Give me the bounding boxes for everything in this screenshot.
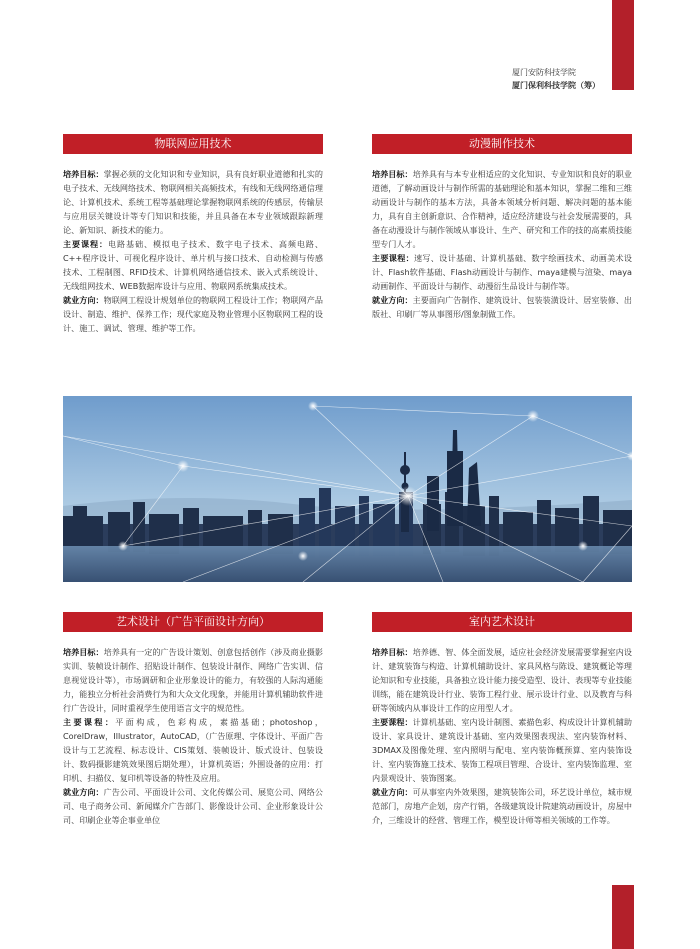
job-paragraph bbox=[63, 785, 323, 827]
job-paragraph bbox=[372, 785, 632, 827]
course-paragraph bbox=[63, 237, 323, 293]
skyline-image bbox=[63, 396, 632, 582]
section-title: 动漫制作技术 bbox=[372, 134, 632, 154]
goal-label: 培养目标： bbox=[372, 647, 413, 657]
goal-label: 培养目标： bbox=[372, 169, 413, 179]
goal-text: 培养德、智、体全面发展，适应社会经济发展需要掌握室内设计、建筑装饰与构造、计算机辅助设计、家具风格与陈设、建筑概论等理论知识和专业技能，具备独立设计能力接受造型、设计、表现等专业技能训练，能在建筑设计行业、装饰工程行业、展示设计行业、以及教育与科研等领域内从事设计工作的应用型人才。 bbox=[372, 647, 632, 713]
course-text: 计算机基础、室内设计制图、素描色彩、构成设计计算机辅助设计、家具设计、建筑设计基础、室内效果图表现法、室内装饰材料、3DMAX及图像处理、室内照明与配电、室内装饰概预算、室内装饰设计、室内装饰施工技术、装饰工程项目管理、合设计、室内装饰监理、室内景观设计、装饰图案。 bbox=[372, 717, 632, 783]
section-interior-design bbox=[372, 612, 632, 827]
goal-paragraph bbox=[372, 645, 632, 715]
course-text: 速写、设计基础、计算机基础、数字绘画技术、动画美术设计、Flash软件基础、Flash动画设计与制作、maya建模与渲染、maya动画制作、平面设计与制作、动漫衍生品设计与制作等。 bbox=[372, 253, 632, 291]
job-label: 就业方向： bbox=[63, 295, 104, 305]
school-header bbox=[512, 66, 612, 92]
course-label: 主要课程： bbox=[372, 717, 413, 727]
goal-paragraph bbox=[372, 167, 632, 251]
goal-label: 培养目标： bbox=[63, 647, 104, 657]
goal-text: 培养具有一定的广告设计策划、创意包括创作（涉及商业摄影实训、装帧设计制作、招贴设计制作、包装设计制作、网络广告实训、信息视觉设计等），市场调研和企业形象设计的能力，有较强的人际沟通能力，能独立分析社会消费行为和大众文化现象，并能用计算机辅助软件进行广告设计，同时重视学生使用语言文字的规范性。 bbox=[63, 647, 323, 713]
section-iot bbox=[63, 134, 323, 335]
goal-paragraph bbox=[63, 645, 323, 715]
city-network-photo bbox=[63, 396, 632, 582]
course-text: 平面构成，色彩构成，素描基础；photoshop，CorelDraw，Illustrator，AutoCAD，（广告原理、字体设计、平面广告设计与工艺流程、标志设计、CIS策划、装帧设计、版式设计、包装设计、数码摄影建筑效果图后期处理），计算机英语；外围设备的应用：打印机、扫描仪、复印机等设备的特性及应用。 bbox=[63, 717, 323, 783]
course-paragraph bbox=[372, 251, 632, 293]
section-body bbox=[372, 645, 632, 827]
job-text: 物联网工程设计规划单位的物联网工程设计工作；物联网产品设计、制造、维护、保养工作；现代家庭及物业管理小区物联网工程的设计、施工、调试、管理、维护等工作。 bbox=[63, 295, 323, 333]
job-paragraph bbox=[372, 293, 632, 321]
section-animation bbox=[372, 134, 632, 321]
goal-text: 掌握必须的文化知识和专业知识，具有良好职业道德和扎实的电子技术、无线网络技术、物联网相关高频技术，有线和无线网络通信理论、计算机技术、系统工程等基础理论掌握物联网系统的传感层，传输层与应用层关键设计等专门知识和技能，并且具备在本专业领域跟踪新理论、新知识、新技术的能力。 bbox=[63, 169, 323, 235]
section-art-design bbox=[63, 612, 323, 827]
job-paragraph bbox=[63, 293, 323, 335]
bottom-accent-bar bbox=[612, 885, 634, 949]
goal-label: 培养目标： bbox=[63, 169, 104, 179]
section-body bbox=[63, 167, 323, 335]
job-label: 就业方向： bbox=[372, 295, 413, 305]
course-label: 主要课程： bbox=[63, 239, 108, 249]
section-title: 艺术设计（广告平面设计方向） bbox=[63, 612, 323, 632]
course-paragraph bbox=[63, 715, 323, 785]
section-title: 物联网应用技术 bbox=[63, 134, 323, 154]
goal-paragraph bbox=[63, 167, 323, 237]
job-label: 就业方向： bbox=[63, 787, 104, 797]
job-text: 广告公司、平面设计公司、文化传媒公司、展览公司、网络公司、电子商务公司、新闻媒介广告部门、影像设计公司、企业形象设计公司、印刷企业等企事业单位 bbox=[63, 787, 323, 825]
goal-text: 培养具有与本专业相适应的文化知识、专业知识和良好的职业道德，了解动画设计与制作所需的基础理论和基本知识，掌握二维和三维动画设计与制作的基本方法，具备本领域分析问题、解决问题的基本能力，具有自主创新意识、合作精神，适应经济建设与社会发展需要的，具备在动漫设计与制作领域从事设计、生产、研究和工作的技的高素质技能型专门人才。 bbox=[372, 169, 632, 249]
job-text: 可从事室内外效果图，建筑装饰公司，环艺设计单位，城市规范部门，房地产企划，房产行销，各级建筑设计院建筑动画设计，房屋中介，三维设计的经营、管理工作，模型设计师等相关领域的工作等。 bbox=[372, 787, 632, 825]
course-label: 主要课程： bbox=[63, 717, 116, 727]
section-body bbox=[372, 167, 632, 321]
section-title: 室内艺术设计 bbox=[372, 612, 632, 632]
job-label: 就业方向： bbox=[372, 787, 413, 797]
course-label: 主要课程： bbox=[372, 253, 414, 263]
section-body bbox=[63, 645, 323, 827]
course-paragraph bbox=[372, 715, 632, 785]
job-text: 主要面向广告制作、建筑设计、包装装潢设计、居室装修、出版社、印刷厂等从事图形/图象制做工作。 bbox=[372, 295, 632, 319]
top-accent-bar bbox=[612, 0, 634, 90]
school-name-secondary: 厦门保利科技学院（筹） bbox=[512, 81, 600, 90]
school-name: 厦门安防科技学院 bbox=[512, 68, 576, 77]
course-text: 电路基础、模拟电子技术、数字电子技术、高频电路、C++程序设计、可视化程序设计、单片机与接口技术、自动检测与传感技术、工程制图、RFID技术、计算机网络通信技术、嵌入式系统设计、无线组网技术、WEB数据库设计与应用、物联网系统集成技术。 bbox=[63, 239, 323, 291]
